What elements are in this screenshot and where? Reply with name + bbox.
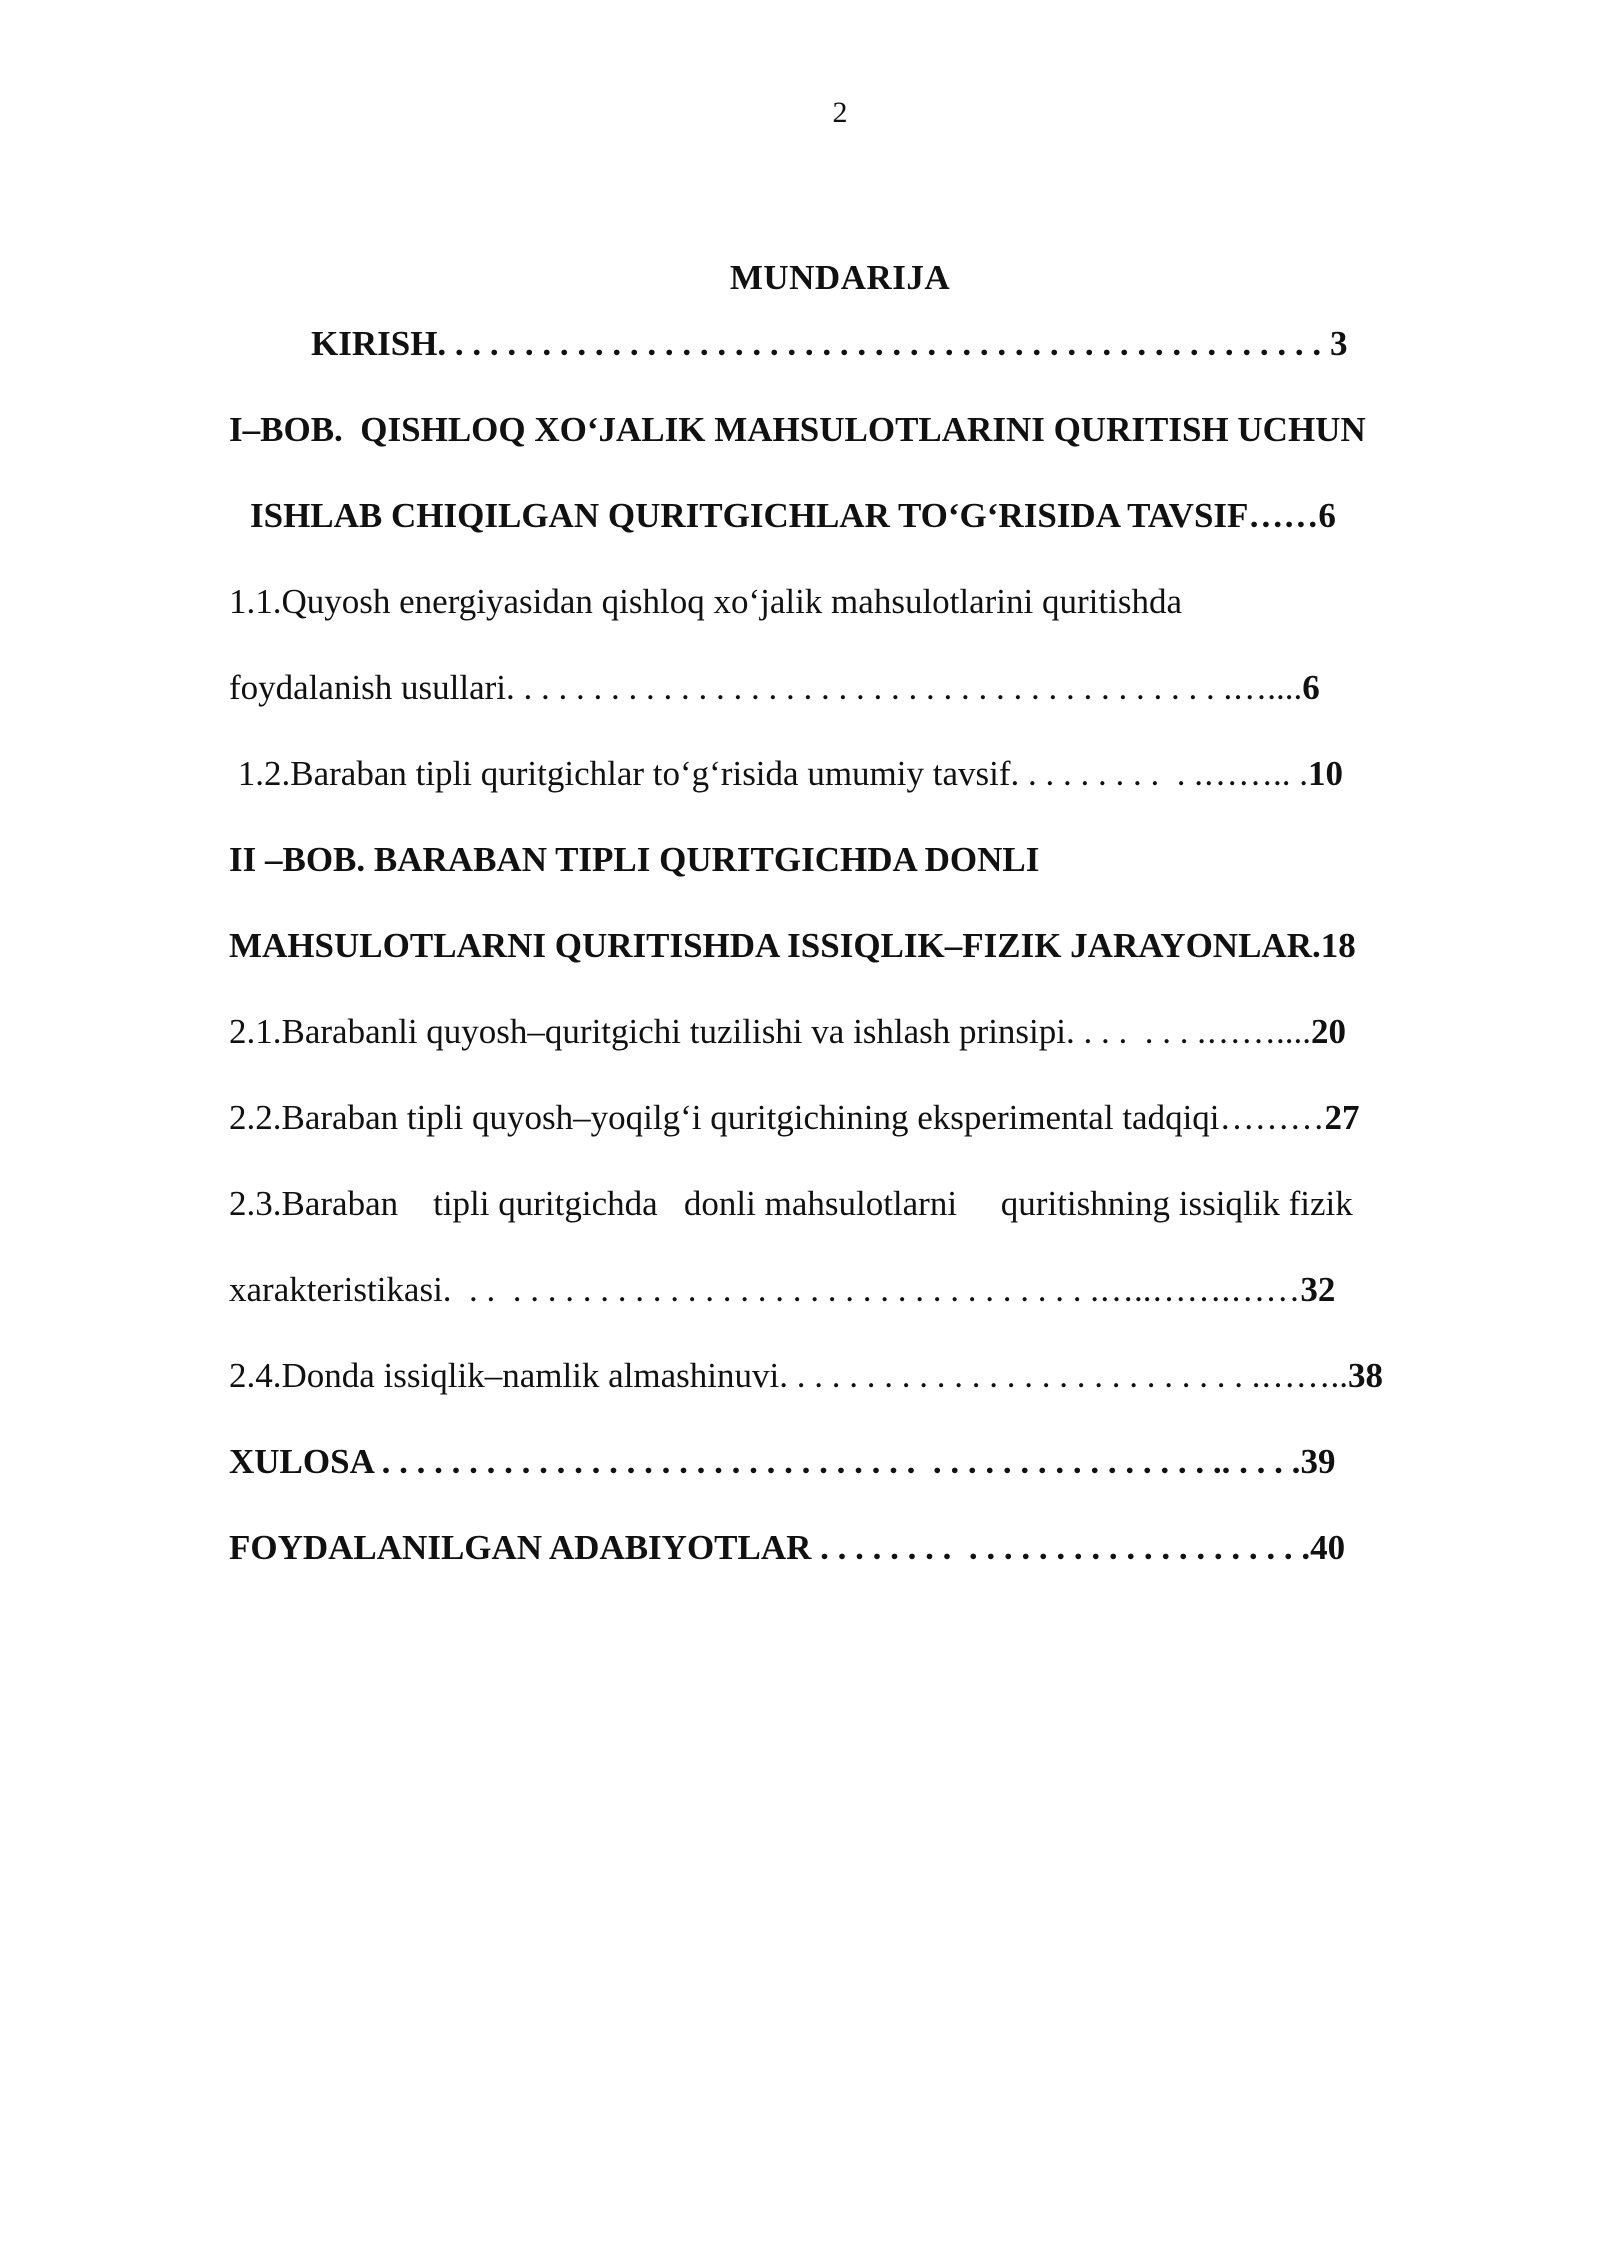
toc-section-1-1-line-2[interactable] bbox=[229, 666, 1320, 710]
toc-section-2-2[interactable] bbox=[229, 1096, 1360, 1140]
toc-entry-label: ISHLAB CHIQILGAN QURITGICHLAR TO‘G‘RISIDA TAVSIF…… bbox=[250, 496, 1319, 535]
toc-entry-page: 27 bbox=[1324, 1098, 1360, 1137]
toc-chapter-2-title-line-1[interactable] bbox=[229, 838, 1039, 882]
toc-entry-page: 20 bbox=[1311, 1012, 1346, 1051]
toc-entry-label: xarakteristikasi. . . . . . . . . . . . . . . . . . . . . . . . . . . . . . . . . . . . .…..…….…… bbox=[229, 1270, 1301, 1309]
toc-entry-label: II –BOB. BARABAN TIPLI QURITGICHDA DONLI bbox=[229, 840, 1040, 879]
toc-entry-label: 1.2.Baraban tipli quritgichlar to‘g‘risida umumiy tavsif. . . . . . . . . . .…….. . bbox=[229, 754, 1309, 793]
toc-title: MUNDARIJA bbox=[729, 258, 951, 297]
toc-section-2-3-line-2[interactable] bbox=[229, 1268, 1335, 1312]
toc-entry-page: 39 bbox=[1300, 1442, 1336, 1481]
toc-chapter-1-title-line-2[interactable] bbox=[250, 494, 1336, 538]
toc-entry-kirish[interactable] bbox=[311, 322, 1347, 366]
toc-entry-page: 38 bbox=[1348, 1356, 1383, 1395]
toc-entry-label: 2.2.Baraban tipli quyosh–yoqilg‘i quritgichining eksperimental tadqiqi……… bbox=[229, 1098, 1325, 1137]
toc-entry-page: 32 bbox=[1300, 1270, 1336, 1309]
toc-entry-page: 40 bbox=[1310, 1528, 1346, 1567]
toc-section-1-1-line-1[interactable] bbox=[229, 580, 1182, 624]
toc-entry-page: 3 bbox=[1329, 324, 1348, 363]
toc-section-2-1[interactable] bbox=[229, 1010, 1346, 1054]
toc-entry-label: XULOSA . . . . . . . . . . . . . . . . . . . . . . . . . . . . . . . . . . . . . . . . . . . . . . . .. . . . . bbox=[229, 1442, 1301, 1481]
toc-entry-label: I–BOB. QISHLOQ XO‘JALIK MAHSULOTLARINI QURITISH UCHUN bbox=[229, 410, 1366, 449]
toc-entry-page: 18 bbox=[1320, 926, 1356, 965]
toc-entry-label: 1.1.Quyosh energiyasidan qishloq xo‘jalik mahsulotlarini quritishda bbox=[229, 582, 1182, 621]
toc-entry-label: foydalanish usullari. . . . . . . . . . . . . . . . . . . . . . . . . . . . . . . . . . . . . . . . . .….... bbox=[229, 668, 1303, 707]
page-number: 2 bbox=[832, 96, 848, 129]
toc-entry-label: 2.4.Donda issiqlik–namlik almashinuvi. . . . . . . . . . . . . . . . . . . . . . . . . . . .…….. bbox=[229, 1356, 1348, 1395]
toc-entry-label: 2.3.Baraban tipli quritgichda donli mahsulotlarni quritishning issiqlik fizik bbox=[229, 1184, 1353, 1223]
toc-chapter-1-title-line-1[interactable] bbox=[229, 408, 1366, 452]
toc-section-2-4[interactable] bbox=[229, 1354, 1383, 1398]
toc-entry-xulosa[interactable] bbox=[229, 1440, 1335, 1484]
toc-entry-label: KIRISH. . . . . . . . . . . . . . . . . . . . . . . . . . . . . . . . . . . . . . . . . . . . . . . . . . . bbox=[311, 324, 1330, 363]
toc-entry-page: 6 bbox=[1302, 668, 1320, 707]
toc-entry-label: 2.1.Barabanli quyosh–quritgichi tuzilishi va ishlash prinsipi. . . . . . . .…….... bbox=[229, 1012, 1311, 1051]
toc-entry-label: MAHSULOTLARNI QURITISHDA ISSIQLIK–FIZIK JARAYONLAR. bbox=[229, 926, 1321, 965]
toc-section-2-3-line-1[interactable] bbox=[229, 1182, 1353, 1226]
toc-entry-page: 6 bbox=[1318, 496, 1336, 535]
toc-section-1-2[interactable] bbox=[229, 752, 1343, 796]
toc-entry-label: FOYDALANILGAN ADABIYOTLAR . . . . . . . . . . . . . . . . . . . . . . . . . . . . bbox=[229, 1528, 1311, 1567]
toc-entry-page: 10 bbox=[1308, 754, 1344, 793]
toc-chapter-2-title-line-2[interactable] bbox=[229, 924, 1356, 968]
toc-entry-adabiyotlar[interactable] bbox=[229, 1526, 1345, 1570]
